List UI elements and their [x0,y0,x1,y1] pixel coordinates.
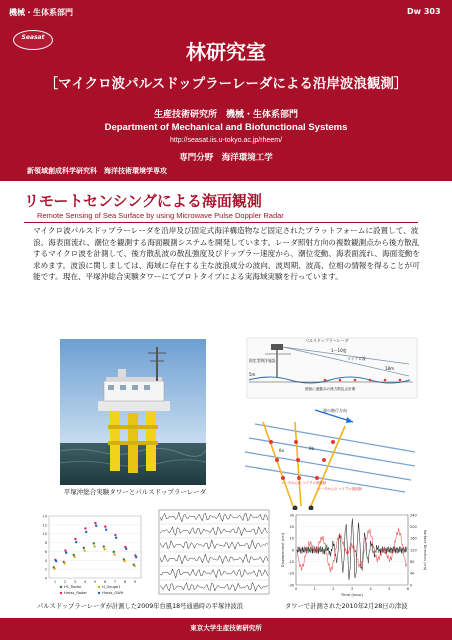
chart1-point [63,562,65,564]
photo-caption: 平塚沖総合実験タワーとパルスドップラーレーダ [63,488,207,496]
chart1-y-tick: 12 [42,523,47,528]
chart1-legend-label: H_Gauge1 [102,585,121,589]
tower-photo [60,339,206,485]
chart1-point [105,529,107,531]
typhoon-caption: パルスドップラーレーダが計測した2009年台風18号通過時の平塚沖波浪 [37,603,244,610]
chart1-x-tick: 3 [73,580,77,584]
chart3-x-tick: 4 [369,587,372,591]
chart1-x-tick: 1 [53,580,57,584]
chart1-point [94,522,96,524]
chart1-point [104,525,106,527]
beam-label: マイクロ波 [347,356,366,361]
chart1-point [73,556,75,558]
height-label: 5m [249,372,256,377]
chart1-point [125,548,127,550]
department-name: Department of Mechanical and Biofunctional Systems [104,122,348,133]
chart1-point [103,548,105,550]
chart1-y-tick: 10 [42,532,47,537]
tsunami-caption: タワーで計測された2010年2月28日の津波 [285,603,408,610]
chart3-y-right-tick: 40 [410,571,415,576]
chart1-point [75,541,77,543]
graduate-affiliation: 新領域創成科学研究科 海洋技術環境学専攻 [27,167,167,175]
research-field: 専門分野 海洋環境工学 [179,153,273,163]
chart1-y-tick: 2 [44,567,47,572]
chart3-y-left-tick: -10 [288,560,294,565]
chart3-y-right-label: Surface Direction (cm) [423,529,427,571]
chart3-y-right-tick: 80 [410,560,415,565]
chart3-y-left-tick: -20 [288,571,294,576]
chart1-x-tick: 6 [103,580,107,584]
section-body: マイクロ波パルスドップラーレーダを沿岸及び固定式海洋構造物など固定されたプラットフォームに設置して、波浪、海表面流れ、潮位を観測する海面観測システムを開発しています。レーダ照射方向の複数観測点から後方散乱するマイクロ波を計測して、後方散乱波の散乱強度及びドップラー速度から、潮位変動、海表面流れ、海面変動を求めます。波浪に関しましては、海域に存在する主な波浪成分の波向、波周期、波高、位相の情報を得ることが可能です。現在、平塚沖総合実験タワーにてプロトタイプによる実海域実験を行っています。 [33,226,420,282]
chart3-y-left-tick: 0 [291,548,294,553]
footer-bar [0,618,452,640]
tsunami-chart [278,509,428,601]
chart1-point [115,537,117,539]
chart1-point [74,538,76,540]
radar-label: パルスドップラーレーダ [305,338,349,343]
svg-text:θa: θa [279,448,284,453]
chart1-y-tick: 14 [42,514,47,519]
chart3-x-tick: 2 [332,587,335,591]
chart3-y-left-tick: 20 [289,525,294,530]
chart3-x-tick: 0 [294,587,298,591]
chart3-y-right-tick: 240 [410,513,417,518]
chart3-y-left-tick: 10 [289,536,294,541]
chart1-point [113,551,115,553]
footer-text: 東京大学生産技術研究所 [190,624,262,632]
chart1-legend-label: Hmax_Radar [64,591,87,595]
chart1-point [93,545,95,547]
institute-name: 生産技術研究所 機械・生体系部門 [153,110,298,120]
chart1-legend-marker [98,586,100,588]
wave-height-chart [37,512,146,600]
chart1-x-tick: 2 [63,580,67,584]
chart1-legend-label: Hmax_GWH [102,591,124,595]
chart1-point [93,542,95,544]
research-subtitle: ［マイクロ波パルスドップラーレーダによる沿岸波浪観測］ [44,76,408,92]
chart3-x-tick: 5 [388,587,391,591]
chart1-legend-marker [98,592,100,594]
category-label: 機械・生体系部門 [9,8,73,17]
chart1-point [95,525,97,527]
cells-label: 照射に連動点の後方散乱点計測 [305,387,356,391]
chart1-x-tick: 5 [93,580,97,584]
chart3-x-tick: 1 [313,587,316,591]
chart1-point [85,531,87,533]
cell2-label: レーダからの マイクロ波照射 [317,487,363,491]
chart1-point [84,527,86,529]
chart1-x-tick: 9 [133,580,137,584]
measurement-diagram [235,330,420,510]
chart1-x-tick: 4 [83,580,87,584]
radar-timeseries-chart [149,508,271,600]
section-divider [24,222,418,223]
mount-label: 固定型海洋施設 [249,358,276,363]
chart3-y-right-tick: 200 [410,525,417,530]
svg-text:θb: θb [309,446,314,451]
chart3-y-left-label: Displacement (cm) [281,532,285,568]
section-title-english: Remote Sensing of Sea Surface by using Microwave Pulse Doppler Radar [37,211,284,220]
chart1-point [114,534,116,536]
chart1-point [135,556,137,558]
chart3-y-right-tick: 120 [410,548,417,553]
chart3-y-right-tick: 160 [410,536,417,541]
chart1-legend-marker [60,586,62,588]
chart3-x-tick: 6 [406,587,410,591]
chart3-x-tick: 3 [350,587,354,591]
wave-direction-label: 波の進行方向 [323,408,347,413]
logo-text: Seasat [21,34,45,41]
chart1-y-tick: 4 [44,558,47,563]
cell1-label: レーダからの マイクロ波照射 [281,481,327,485]
document-id: Dw 303 [407,7,441,16]
chart1-point [55,560,57,562]
chart1-point [83,549,85,551]
chart1-point [53,568,55,570]
chart1-y-tick: 0 [44,576,47,581]
chart1-y-tick: 8 [44,541,47,546]
header-banner [0,0,452,181]
chart1-point [113,553,115,555]
section-title: リモートセンシングによる海面観測 [24,192,262,210]
range-label: 18m [385,366,394,371]
chart1-x-tick: 7 [113,580,117,584]
chart1-x-tick: 8 [123,580,127,584]
chart1-point [123,560,125,562]
chart1-point [83,547,85,549]
lab-name: 林研究室 [186,40,266,64]
lab-url[interactable]: http://seasat.iis.u-tokyo.ac.jp/rheem/ [169,137,283,144]
chart1-legend-label: H1_Radar [64,585,82,589]
chart3-y-left-tick: 30 [289,513,294,518]
chart1-legend-marker [60,592,62,594]
chart1-point [64,549,66,551]
chart3-x-label: Time (hour) [340,592,364,597]
chart1-point [103,545,105,547]
chart3-y-right-tick: 0 [410,583,413,588]
chart1-point [133,565,135,567]
angle-label: 1～10度 [331,348,347,353]
chart1-y-tick: 6 [44,549,47,554]
chart1-point [65,552,67,554]
chart3-y-left-tick: -30 [288,583,294,588]
